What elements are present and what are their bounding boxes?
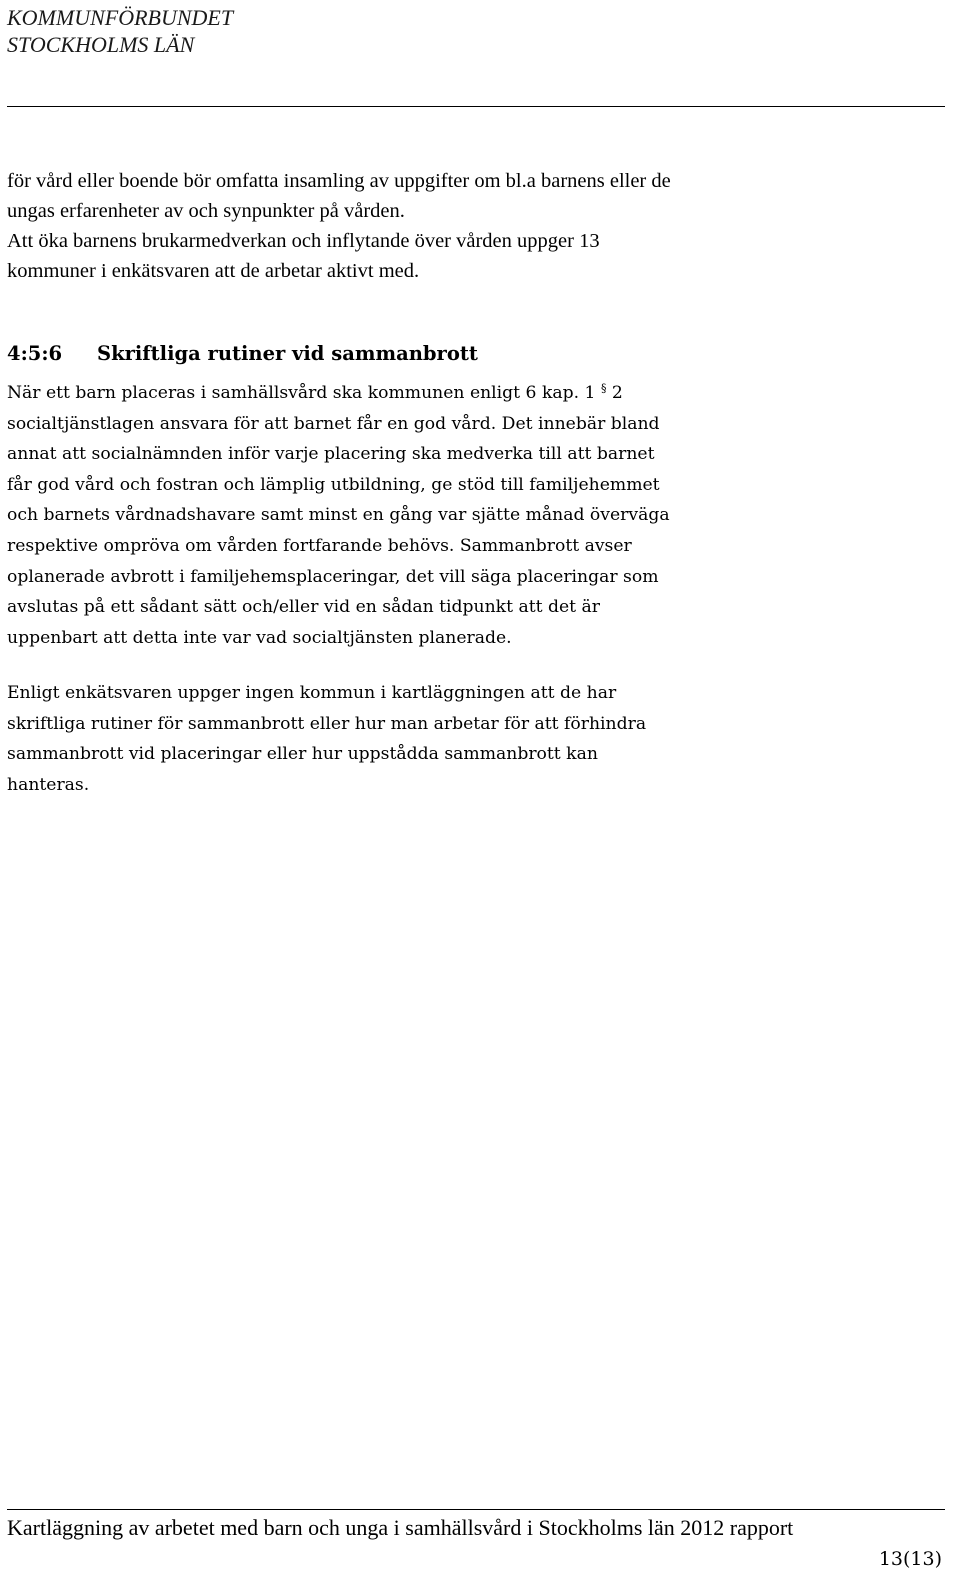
text-line: får god vård och fostran och lämplig utbildning, ge stöd till familjehemmet [7, 474, 660, 495]
org-name-line2: STOCKHOLMS LÄN [7, 32, 195, 57]
text-line: socialtjänstlagen ansvara för att barnet får en god vård. Det innebär bland [7, 413, 660, 434]
section-heading [7, 340, 478, 368]
text-line: sammanbrott vid placeringar eller hur uppstådda sammanbrott kan [7, 744, 598, 765]
text-line: skriftliga rutiner för sammanbrott eller hur man arbetar för att förhindra [7, 713, 647, 734]
text-line: kommuner i enkätsvaren att de arbetar aktivt med. [7, 260, 420, 282]
text-line: ungas erfarenheter av och synpunkter på vården. [7, 200, 405, 222]
text-line: för vård eller boende bör omfatta insamling av uppgifter om bl.a barnens eller de [7, 170, 671, 192]
section-number: 4:5:6 [7, 342, 63, 365]
text-line: hanteras. [7, 774, 90, 795]
header-divider [7, 106, 945, 107]
paragraph-sign: § [600, 381, 607, 395]
footer-divider [7, 1509, 945, 1510]
text-line: Att öka barnens brukarmedverkan och inflytande över vården uppger 13 [7, 230, 600, 252]
text-line: annat att socialnämnden inför varje placering ska medverka till att barnet [7, 444, 655, 465]
text-line [7, 378, 952, 409]
text-line: avslutas på ett sådant sätt och/eller vid en sådan tidpunkt att det är [7, 597, 600, 618]
intro-paragraph [7, 166, 952, 286]
text-line: uppenbart att detta inte var vad socialtjänsten planerade. [7, 627, 512, 648]
rutiner-paragraph [7, 378, 952, 653]
section-title: Skriftliga rutiner vid sammanbrott [97, 342, 478, 365]
text-line: respektive ompröva om vården fortfarande behövs. Sammanbrott avser [7, 535, 632, 556]
text-line: och barnets vårdnadshavare samt minst en gång var sjätte månad överväga [7, 505, 670, 526]
page-number: 13(13) [878, 1548, 942, 1570]
enkat-paragraph [7, 678, 952, 800]
text-fragment: 2 [606, 383, 623, 403]
text-line: Enligt enkätsvaren uppger ingen kommun i kartläggningen att de har [7, 683, 617, 703]
org-name-line1: KOMMUNFÖRBUNDET [7, 5, 234, 30]
text-fragment: När ett barn placeras i samhällsvård ska kommunen enligt 6 kap. 1 [7, 383, 601, 403]
document-header [7, 4, 233, 58]
footer-report-title: Kartläggning av arbetet med barn och unga i samhällsvård i Stockholms län 2012 rapport [7, 1515, 794, 1540]
text-line: oplanerade avbrott i familjehemsplaceringar, det vill säga placeringar som [7, 566, 659, 587]
